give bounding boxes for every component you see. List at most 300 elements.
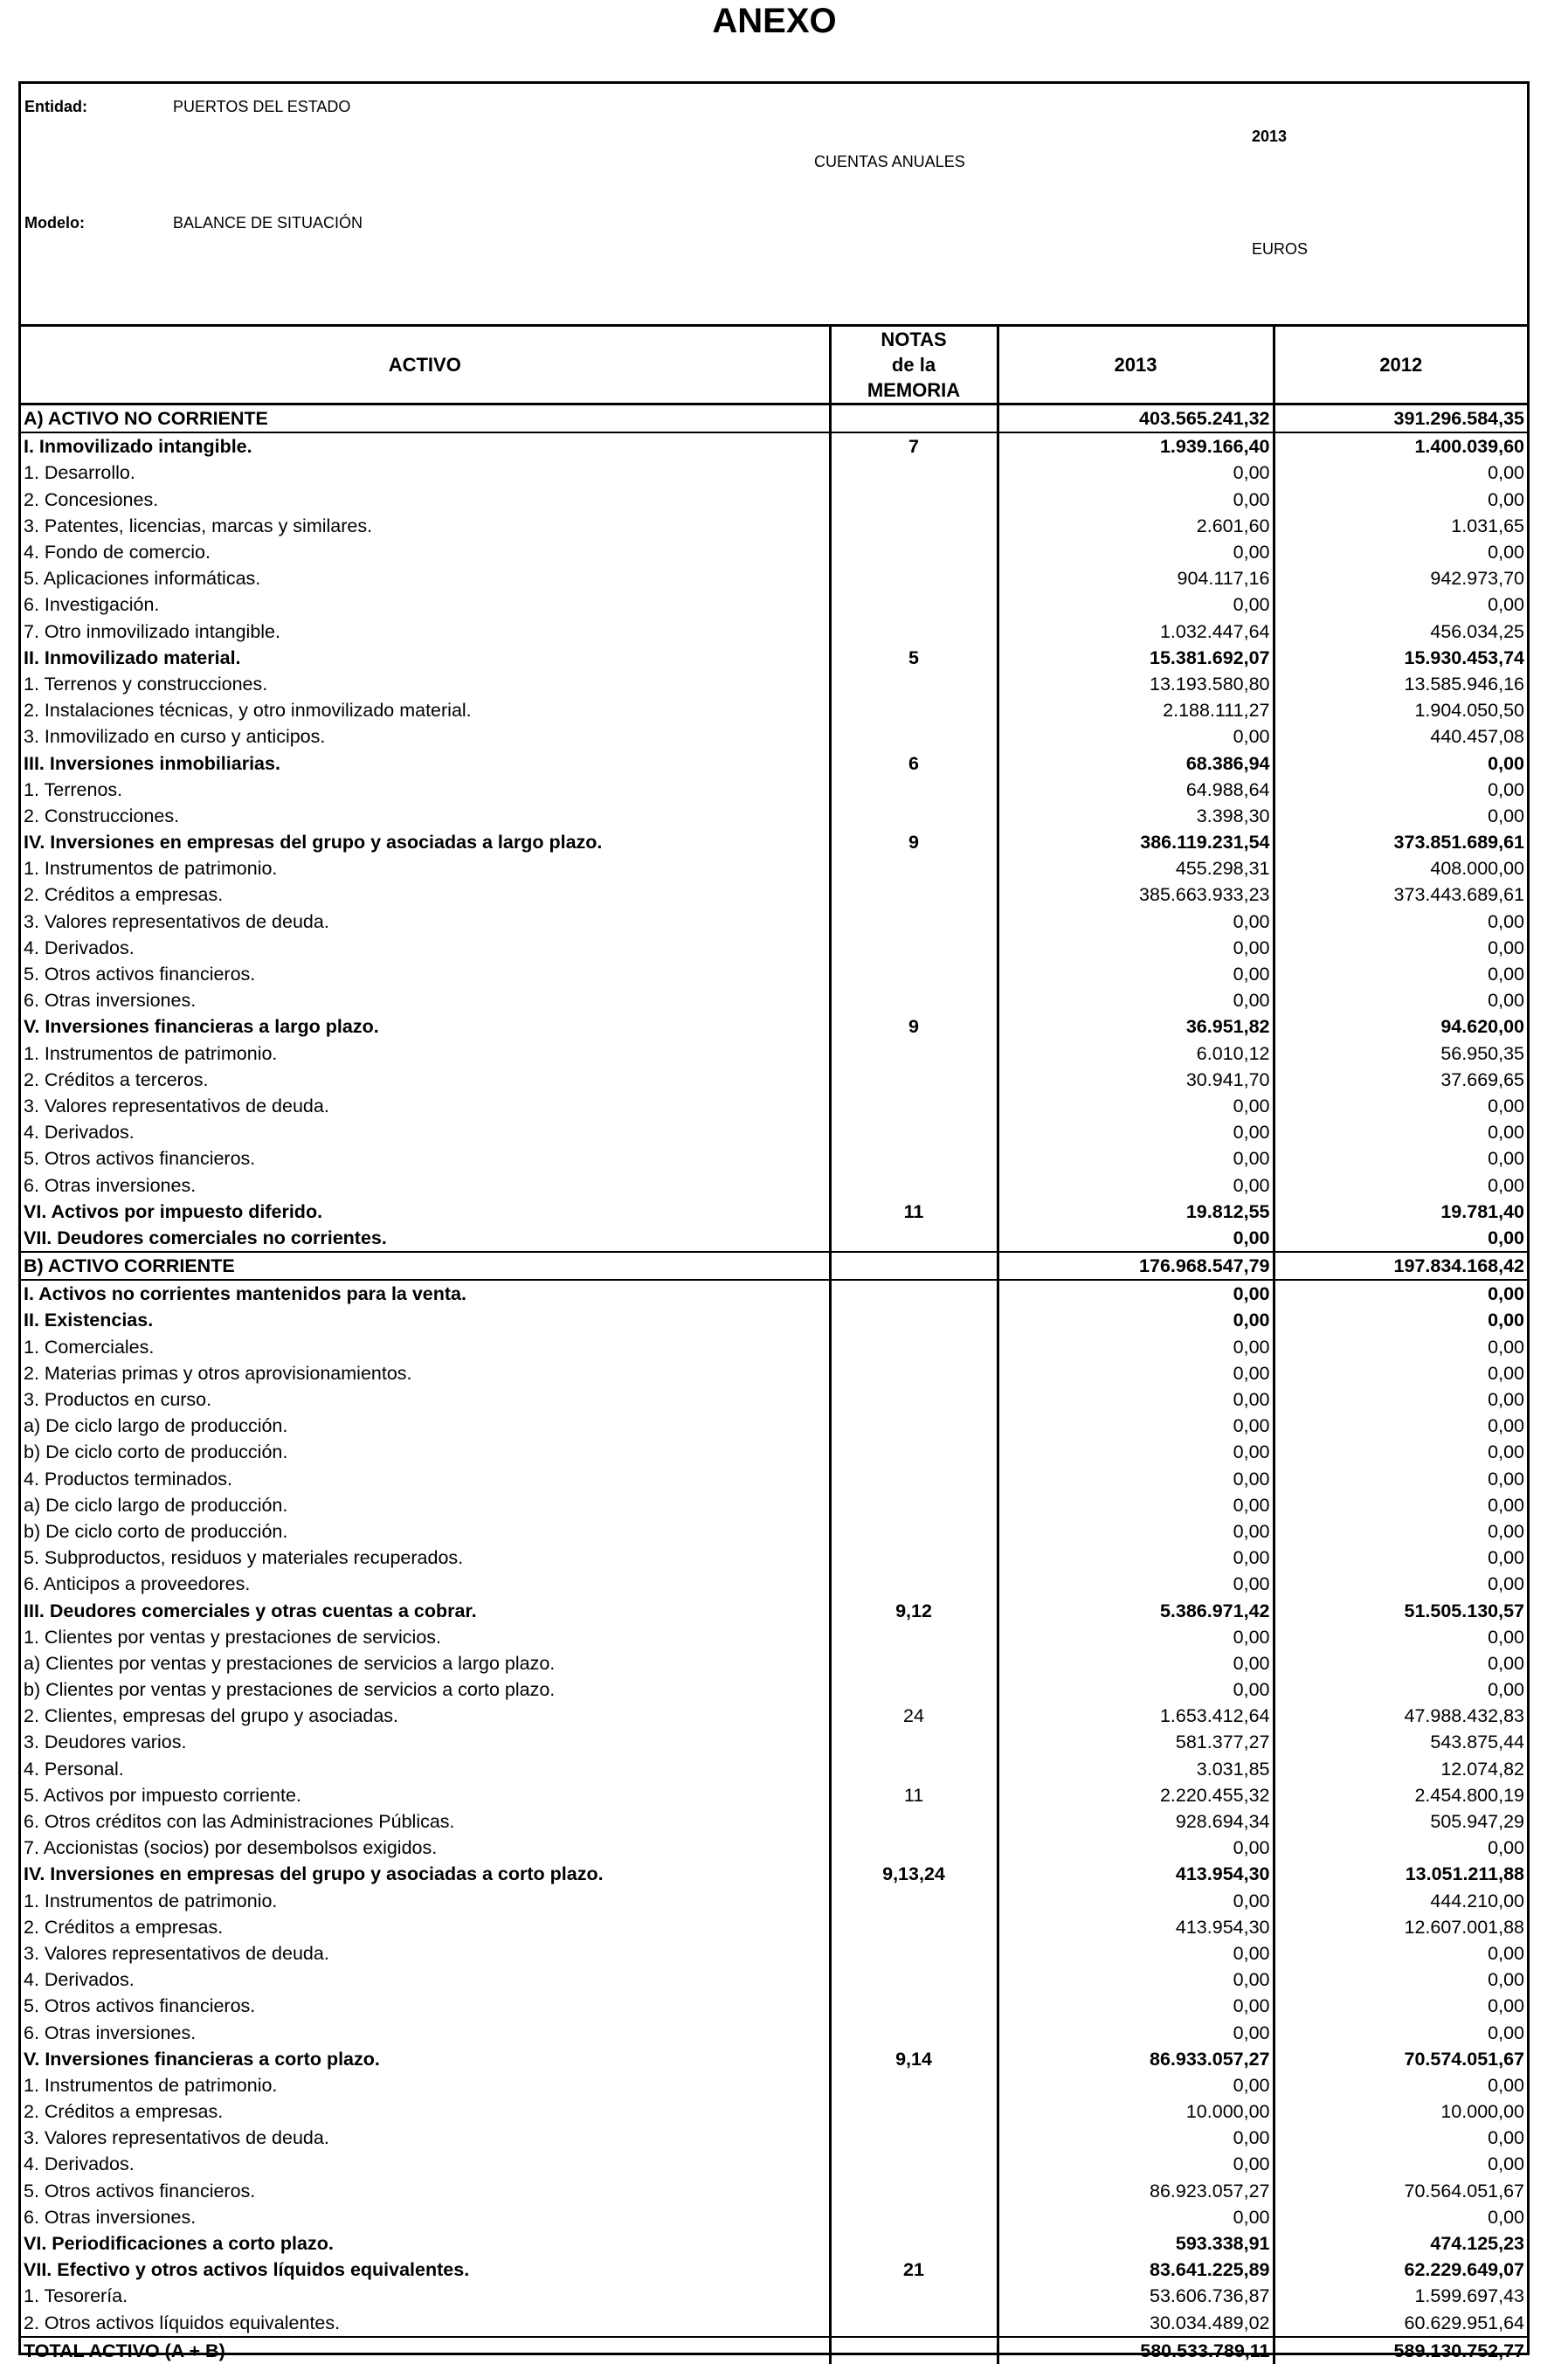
row-label: 7. Accionistas (socios) por desembolsos exigidos.: [24, 1837, 438, 1859]
row-value-2013: 1.653.412,64: [998, 1703, 1274, 1729]
row-value-2012: 0,00: [1274, 1624, 1527, 1650]
row-value-2013: 0,00: [998, 1571, 1274, 1597]
row-label: VII. Efectivo y otros activos líquidos equivalentes.: [24, 2259, 470, 2281]
row-nota: [830, 1280, 998, 1307]
table-row: [21, 1914, 1527, 1940]
table-row: [21, 697, 1527, 723]
table-row: [21, 1571, 1527, 1597]
row-value-2012: 0,00: [1274, 1650, 1527, 1676]
table-row: [21, 487, 1527, 513]
row-value-2013: 0,00: [998, 1413, 1274, 1439]
row-nota: [830, 1040, 998, 1067]
row-label: 1. Desarrollo.: [24, 462, 135, 484]
row-value-2012: 70.574.051,67: [1274, 2046, 1527, 2072]
row-value-2013: 6.010,12: [998, 1040, 1274, 1067]
row-nota: [830, 1545, 998, 1571]
row-label: 1. Instrumentos de patrimonio.: [24, 2074, 278, 2096]
row-label: 3. Deudores varios.: [24, 1732, 187, 1753]
row-value-2012: 0,00: [1274, 460, 1527, 486]
row-value-2012: 0,00: [1274, 1360, 1527, 1386]
modelo-value: BALANCE DE SITUACIÓN: [173, 214, 363, 232]
row-nota: [830, 935, 998, 961]
row-value-2012: 197.834.168,42: [1274, 1252, 1527, 1280]
row-value-2012: 0,00: [1274, 2019, 1527, 2045]
row-value-2013: 0,00: [998, 1676, 1274, 1703]
row-value-2012: 0,00: [1274, 1225, 1527, 1252]
table-row: [21, 935, 1527, 961]
row-label: b) De ciclo corto de producción.: [24, 1520, 288, 1542]
row-nota: [830, 2310, 998, 2337]
page-title: ANEXO: [712, 2, 837, 40]
row-value-2013: 3.031,85: [998, 1756, 1274, 1782]
table-row: [21, 1729, 1527, 1755]
table-row: [21, 987, 1527, 1013]
row-nota: [830, 1914, 998, 1940]
row-label: B) ACTIVO CORRIENTE: [21, 1252, 830, 1280]
row-value-2012: 408.000,00: [1274, 855, 1527, 881]
row-nota: [830, 619, 998, 645]
row-value-2012: 0,00: [1274, 1386, 1527, 1413]
row-value-2013: 0,00: [998, 2204, 1274, 2230]
table-row: [21, 1518, 1527, 1545]
row-label: V. Inversiones financieras a largo plazo.: [24, 1016, 379, 1038]
table-row: [21, 2230, 1527, 2257]
row-value-2013: 15.381.692,07: [998, 645, 1274, 671]
row-value-2013: 0,00: [998, 1439, 1274, 1465]
row-label: 2. Materias primas y otros aprovisionamientos.: [24, 1362, 412, 1384]
row-value-2012: 942.973,70: [1274, 565, 1527, 591]
row-value-2013: 0,00: [998, 2151, 1274, 2177]
row-nota: 21: [830, 2257, 998, 2283]
row-label: V. Inversiones financieras a corto plazo.: [24, 2048, 380, 2070]
row-nota: [830, 1888, 998, 1914]
row-nota: [830, 1650, 998, 1676]
table-row: [21, 1386, 1527, 1413]
table-row: [21, 2046, 1527, 2072]
row-nota: [830, 2151, 998, 2177]
table-row: [21, 1782, 1527, 1808]
row-nota: 9,14: [830, 2046, 998, 2072]
row-label: 2. Concesiones.: [24, 488, 159, 510]
row-value-2012: 0,00: [1274, 1439, 1527, 1465]
table-row: [21, 1252, 1527, 1280]
table-row: [21, 1597, 1527, 1623]
row-value-2013: 0,00: [998, 1967, 1274, 1993]
row-label: 2. Créditos a terceros.: [24, 1068, 209, 1090]
table-row: [21, 1013, 1527, 1040]
row-value-2013: 1.032.447,64: [998, 619, 1274, 645]
row-value-2013: 176.968.547,79: [998, 1252, 1274, 1280]
row-value-2013: 581.377,27: [998, 1729, 1274, 1755]
row-value-2013: 904.117,16: [998, 565, 1274, 591]
row-nota: [830, 1756, 998, 1782]
table-row: [21, 803, 1527, 829]
row-nota: [830, 1729, 998, 1755]
row-label: I. Inmovilizado intangible.: [24, 436, 252, 458]
table-row: [21, 1119, 1527, 1145]
row-label: 3. Valores representativos de deuda.: [24, 2127, 329, 2149]
row-label: 1. Tesorería.: [24, 2285, 128, 2307]
row-value-2012: 94.620,00: [1274, 1013, 1527, 1040]
activo-header: ACTIVO: [21, 327, 830, 404]
row-label: VI. Periodificaciones a corto plazo.: [24, 2233, 334, 2255]
header-block: [21, 84, 1527, 324]
row-nota: 9: [830, 1013, 998, 1040]
row-value-2013: 3.398,30: [998, 803, 1274, 829]
row-value-2013: 0,00: [998, 961, 1274, 987]
table-row: [21, 1307, 1527, 1333]
row-value-2012: 2.454.800,19: [1274, 1782, 1527, 1808]
row-value-2012: 12.607.001,88: [1274, 1914, 1527, 1940]
row-value-2012: 505.947,29: [1274, 1808, 1527, 1835]
row-value-2012: 0,00: [1274, 1492, 1527, 1518]
row-nota: [830, 1439, 998, 1465]
table-row: [21, 513, 1527, 539]
row-nota: 5: [830, 645, 998, 671]
row-nota: [830, 1413, 998, 1439]
row-nota: [830, 2125, 998, 2151]
row-nota: [830, 2019, 998, 2045]
row-value-2012: 440.457,08: [1274, 723, 1527, 750]
modelo-label: Modelo:: [24, 214, 85, 232]
notas-header: [830, 327, 998, 404]
row-label: VII. Deudores comerciales no corrientes.: [21, 1225, 830, 1252]
row-nota: [830, 1676, 998, 1703]
table-row: [21, 1703, 1527, 1729]
table-row: [21, 1280, 1527, 1307]
entidad-value: PUERTOS DEL ESTADO: [173, 98, 351, 115]
row-value-2013: 30.034.489,02: [998, 2310, 1274, 2337]
row-nota: [830, 1145, 998, 1172]
row-value-2012: 56.950,35: [1274, 1040, 1527, 1067]
row-label: II. Inmovilizado material.: [24, 646, 241, 668]
row-nota: [830, 513, 998, 539]
row-nota: [830, 1993, 998, 2019]
row-label: II. Existencias.: [24, 1310, 154, 1331]
row-label: 5. Otros activos financieros.: [24, 964, 256, 985]
table-row: [21, 777, 1527, 803]
row-label: 3. Productos en curso.: [24, 1389, 212, 1411]
row-label: 6. Anticipos a proveedores.: [24, 1573, 251, 1595]
row-value-2013: 0,00: [998, 2072, 1274, 2098]
row-value-2013: 928.694,34: [998, 1808, 1274, 1835]
row-value-2012: 1.599.697,43: [1274, 2283, 1527, 2309]
year-2013-header: 2013: [998, 327, 1274, 404]
row-value-2013: 0,00: [998, 1888, 1274, 1914]
table-row: [21, 591, 1527, 618]
row-value-2013: 0,00: [998, 987, 1274, 1013]
entidad-label: Entidad:: [24, 98, 87, 115]
table-row: [21, 855, 1527, 881]
row-value-2013: 68.386,94: [998, 750, 1274, 776]
row-value-2013: 0,00: [998, 1492, 1274, 1518]
row-nota: 7: [830, 432, 998, 460]
table-row: [21, 1040, 1527, 1067]
row-value-2012: 0,00: [1274, 1466, 1527, 1492]
row-label: 6. Otras inversiones.: [24, 1174, 197, 1196]
row-nota: [830, 404, 998, 433]
row-nota: [830, 1835, 998, 1861]
row-value-2013: 0,00: [998, 460, 1274, 486]
row-nota: [830, 987, 998, 1013]
row-value-2013: 593.338,91: [998, 2230, 1274, 2257]
row-label: IV. Inversiones en empresas del grupo y asociadas a largo plazo.: [24, 832, 603, 854]
row-nota: [830, 961, 998, 987]
table-row: [21, 1093, 1527, 1119]
row-label: 4. Fondo de comercio.: [24, 542, 211, 563]
row-value-2012: 373.443.689,61: [1274, 881, 1527, 908]
table-row: [21, 1861, 1527, 1887]
row-label: III. Deudores comerciales y otras cuentas a cobrar.: [24, 1600, 477, 1621]
table-row: [21, 2204, 1527, 2230]
row-value-2012: 0,00: [1274, 1307, 1527, 1333]
row-value-2013: 0,00: [998, 1466, 1274, 1492]
table-row: [21, 909, 1527, 935]
row-nota: [830, 2178, 998, 2204]
row-value-2013: 0,00: [998, 1835, 1274, 1861]
row-nota: [830, 1518, 998, 1545]
table-row: [21, 1067, 1527, 1093]
row-value-2012: 0,00: [1274, 1093, 1527, 1119]
table-row: [21, 1650, 1527, 1676]
table-row: [21, 1466, 1527, 1492]
row-value-2012: 0,00: [1274, 1145, 1527, 1172]
row-nota: 6: [830, 750, 998, 776]
row-value-2012: 0,00: [1274, 1172, 1527, 1198]
row-label: 6. Investigación.: [24, 594, 160, 616]
row-value-2012: 12.074,82: [1274, 1756, 1527, 1782]
row-value-2013: 2.188.111,27: [998, 697, 1274, 723]
row-value-2013: 455.298,31: [998, 855, 1274, 881]
row-nota: [830, 881, 998, 908]
row-nota: [830, 1172, 998, 1198]
row-value-2013: 0,00: [998, 1145, 1274, 1172]
row-value-2012: 0,00: [1274, 1835, 1527, 1861]
row-label: 2. Clientes, empresas del grupo y asociadas.: [24, 1705, 399, 1727]
row-value-2012: 543.875,44: [1274, 1729, 1527, 1755]
row-nota: 11: [830, 1782, 998, 1808]
row-nota: [830, 1571, 998, 1597]
row-value-2013: 13.193.580,80: [998, 671, 1274, 697]
row-label: 6. Otros créditos con las Administraciones Públicas.: [24, 1811, 455, 1833]
table-row: [21, 2283, 1527, 2309]
row-label: I. Activos no corrientes mantenidos para la venta.: [24, 1283, 466, 1305]
row-nota: [830, 2283, 998, 2309]
row-value-2012: 0,00: [1274, 1545, 1527, 1571]
row-label: a) Clientes por ventas y prestaciones de servicios a largo plazo.: [24, 1652, 556, 1674]
row-value-2013: 0,00: [998, 1093, 1274, 1119]
table-row: [21, 2257, 1527, 2283]
row-value-2013: 0,00: [998, 1334, 1274, 1360]
row-value-2012: 0,00: [1274, 487, 1527, 513]
row-nota: [830, 697, 998, 723]
row-nota: [830, 565, 998, 591]
row-label: 4. Productos terminados.: [24, 1468, 233, 1490]
row-value-2012: 0,00: [1274, 750, 1527, 776]
row-nota: [830, 1624, 998, 1650]
row-label: 4. Derivados.: [24, 1969, 135, 1991]
table-row: [21, 2310, 1527, 2337]
row-value-2013: 0,00: [998, 1624, 1274, 1650]
row-label: 6. Otras inversiones.: [24, 2206, 197, 2228]
notas-header-line: NOTAS: [881, 328, 947, 350]
row-value-2013: 0,00: [998, 909, 1274, 935]
row-nota: [830, 803, 998, 829]
balance-sheet-frame: [18, 81, 1530, 2361]
row-nota: [830, 1093, 998, 1119]
row-label: 2. Créditos a empresas.: [24, 884, 224, 906]
cuentas-label: CUENTAS ANUALES: [814, 153, 965, 170]
row-value-2013: 5.386.971,42: [998, 1597, 1274, 1623]
table-row: [21, 460, 1527, 486]
row-value-2012: 0,00: [1274, 1518, 1527, 1545]
row-label: VI. Activos por impuesto diferido.: [24, 1200, 323, 1222]
row-value-2012: 62.229.649,07: [1274, 2257, 1527, 2283]
row-label: 1. Instrumentos de patrimonio.: [24, 1042, 278, 1064]
row-value-2012: 1.904.050,50: [1274, 697, 1527, 723]
row-value-2013: 83.641.225,89: [998, 2257, 1274, 2283]
table-row: [21, 1888, 1527, 1914]
row-value-2012: 0,00: [1274, 539, 1527, 565]
row-nota: [830, 1119, 998, 1145]
row-value-2013: 0,00: [998, 1545, 1274, 1571]
row-label: 1. Clientes por ventas y prestaciones de servicios.: [24, 1626, 442, 1648]
row-label: 5. Subproductos, residuos y materiales recuperados.: [24, 1547, 464, 1569]
table-row: [21, 619, 1527, 645]
row-nota: [830, 1808, 998, 1835]
table-row: [21, 1545, 1527, 1571]
row-value-2013: 64.988,64: [998, 777, 1274, 803]
table-row: [21, 1993, 1527, 2019]
row-value-2012: 456.034,25: [1274, 619, 1527, 645]
table-row: [21, 1360, 1527, 1386]
row-value-2012: 444.210,00: [1274, 1888, 1527, 1914]
row-label: 4. Derivados.: [24, 2153, 135, 2175]
row-nota: [830, 2204, 998, 2230]
table-row: [21, 1145, 1527, 1172]
row-label: 2. Créditos a empresas.: [24, 1916, 224, 1938]
currency-label: EUROS: [1252, 240, 1309, 258]
table-row: [21, 539, 1527, 565]
row-nota: [830, 591, 998, 618]
row-nota: [830, 2072, 998, 2098]
table-row: [21, 750, 1527, 776]
row-value-2012: 37.669,65: [1274, 1067, 1527, 1093]
row-value-2013: 0,00: [998, 723, 1274, 750]
row-value-2013: 386.119.231,54: [998, 829, 1274, 855]
row-nota: [830, 1967, 998, 1993]
table-row: [21, 565, 1527, 591]
year-2012-header: 2012: [1274, 327, 1527, 404]
row-value-2013: 413.954,30: [998, 1861, 1274, 1887]
table-row: [21, 1967, 1527, 1993]
row-value-2013: 403.565.241,32: [998, 404, 1274, 433]
row-value-2013: 30.941,70: [998, 1067, 1274, 1093]
row-label: 1. Comerciales.: [24, 1336, 155, 1358]
table-row: [21, 2019, 1527, 2045]
row-nota: [830, 855, 998, 881]
row-value-2013: 0,00: [998, 2125, 1274, 2151]
row-nota: [830, 1334, 998, 1360]
row-value-2012: 0,00: [1274, 2125, 1527, 2151]
row-label: IV. Inversiones en empresas del grupo y asociadas a corto plazo.: [24, 1863, 604, 1885]
table-row: [21, 1624, 1527, 1650]
row-value-2012: 0,00: [1274, 961, 1527, 987]
row-value-2012: 70.564.051,67: [1274, 2178, 1527, 2204]
row-value-2013: 2.601,60: [998, 513, 1274, 539]
table-row: [21, 1756, 1527, 1782]
row-label: a) De ciclo largo de producción.: [24, 1494, 288, 1516]
row-nota: [830, 1492, 998, 1518]
row-value-2012: 0,00: [1274, 1119, 1527, 1145]
row-nota: [830, 1466, 998, 1492]
table-row: [21, 404, 1527, 433]
table-row: [21, 881, 1527, 908]
row-nota: [830, 671, 998, 697]
table-body: [21, 404, 1527, 2364]
row-nota: [830, 2337, 998, 2364]
row-nota: [830, 2230, 998, 2257]
row-value-2012: 1.031,65: [1274, 513, 1527, 539]
row-value-2013: 0,00: [998, 1225, 1274, 1252]
row-value-2013: 1.939.166,40: [998, 432, 1274, 460]
row-value-2012: 0,00: [1274, 777, 1527, 803]
row-value-2012: 391.296.584,35: [1274, 404, 1527, 433]
row-value-2013: 0,00: [998, 1360, 1274, 1386]
table-row: [21, 1172, 1527, 1198]
row-value-2012: 60.629.951,64: [1274, 2310, 1527, 2337]
row-label: 2. Instalaciones técnicas, y otro inmovilizado material.: [24, 700, 472, 722]
table-row: [21, 1835, 1527, 1861]
row-value-2013: 0,00: [998, 2019, 1274, 2045]
row-nota: [830, 1360, 998, 1386]
row-value-2012: 0,00: [1274, 591, 1527, 618]
row-label: 2. Otros activos líquidos equivalentes.: [24, 2312, 341, 2333]
row-value-2012: 0,00: [1274, 1413, 1527, 1439]
row-value-2012: 13.051.211,88: [1274, 1861, 1527, 1887]
row-value-2013: 0,00: [998, 1119, 1274, 1145]
row-nota: [830, 1252, 998, 1280]
table-row: [21, 723, 1527, 750]
row-nota: [830, 723, 998, 750]
row-value-2013: 53.606.736,87: [998, 2283, 1274, 2309]
row-label: 5. Otros activos financieros.: [24, 2180, 256, 2202]
table-row: [21, 2178, 1527, 2204]
row-label: 2. Construcciones.: [24, 805, 180, 826]
row-value-2012: 0,00: [1274, 2151, 1527, 2177]
table-row: [21, 1439, 1527, 1465]
table-row: [21, 1492, 1527, 1518]
table-row: [21, 645, 1527, 671]
row-nota: 11: [830, 1199, 998, 1225]
row-nota: 9,13,24: [830, 1861, 998, 1887]
row-value-2013: 2.220.455,32: [998, 1782, 1274, 1808]
row-label: 5. Activos por impuesto corriente.: [24, 1784, 301, 1806]
row-value-2013: 0,00: [998, 1518, 1274, 1545]
row-value-2013: 0,00: [998, 1307, 1274, 1333]
row-value-2013: 0,00: [998, 1280, 1274, 1307]
row-label: 1. Instrumentos de patrimonio.: [24, 858, 278, 880]
row-value-2012: 0,00: [1274, 1334, 1527, 1360]
year-label: 2013: [1252, 128, 1288, 145]
row-nota: [830, 1386, 998, 1413]
row-value-2013: 0,00: [998, 1172, 1274, 1198]
row-value-2012: 0,00: [1274, 2072, 1527, 2098]
row-nota: 24: [830, 1703, 998, 1729]
row-value-2012: 0,00: [1274, 1676, 1527, 1703]
row-value-2012: 0,00: [1274, 1280, 1527, 1307]
notas-header-line: MEMORIA: [867, 379, 961, 401]
